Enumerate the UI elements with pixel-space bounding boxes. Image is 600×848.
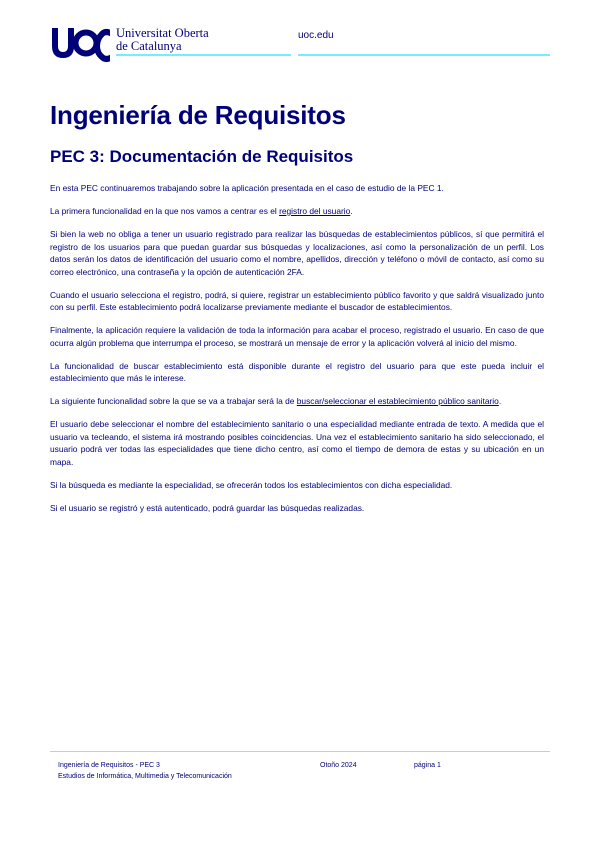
paragraph-intro: En esta PEC continuaremos trabajando sobre la aplicación presentada en el caso de estudio de la PEC 1. (50, 183, 444, 193)
paragraph-favorite-establishment: Cuando el usuario selecciona el registro, podrá, si quiere, registrar un establecimiento público favorito y que saldrá visualizado junto con su perfil. Este establecimiento podrá localizarse previamente mediante el buscador de establecimientos. (50, 289, 544, 312)
footer-term: Otoño 2024 (320, 762, 357, 769)
paragraph-first-functionality (50, 205, 544, 218)
paragraph-specialty-search: Si la búsqueda es mediante la especialidad, se ofrecerán todos los establecimientos con dicha especialidad. (50, 479, 453, 490)
paragraph-text: . (350, 206, 353, 216)
footer-studies: Estudios de Informática, Multimedia y Telecomunicación (58, 773, 232, 780)
document-title: Ingeniería de Requisitos (50, 100, 346, 130)
document-subtitle: PEC 3: Documentación de Requisitos (50, 147, 354, 166)
paragraph-next-functionality (50, 395, 544, 408)
paragraph-text: La siguiente funcionalidad sobre la que se va a trabajar será la de (50, 396, 297, 406)
footer-course-title: Ingeniería de Requisitos - PEC 3 (58, 762, 160, 769)
header-divider-left (116, 54, 291, 56)
paragraph-text: . (498, 396, 502, 406)
underlined-term-buscar: buscar/seleccionar el establecimiento público sanitario (296, 396, 499, 406)
paragraph-search-behaviour: El usuario debe seleccionar el nombre del establecimiento sanitario o una especialidad mediante entrada de texto. A medida que el usuario va tecleando, el sistema irá mostrando posibles coincidencias. Una vez el establecimiento sanitario ha sido seleccionado, el usuario podrá ver todas las especialidades que tiene dicho centro, así como el tiempo de demora de estas y su ubicación en un mapa. (50, 419, 544, 467)
header-divider-right (298, 54, 550, 56)
footer-divider (50, 751, 550, 752)
footer-course (58, 760, 308, 782)
paragraph-save-searches: Si el usuario se registró y está autenticado, podrá guardar las búsquedas realizadas. (50, 502, 365, 513)
paragraph-search-availability: La funcionalidad de buscar establecimiento está disponible durante el registro del usuario para que este pueda incluir el establecimiento que más le interese. (50, 360, 544, 383)
paragraph-text: La primera funcionalidad en la que nos vamos a centrar es el (50, 206, 280, 216)
uoc-logo (50, 24, 110, 64)
footer-page-number: página 1 (414, 762, 441, 769)
university-name (116, 27, 286, 53)
university-name-line2: de Catalunya (116, 39, 182, 53)
document-body (50, 182, 544, 525)
site-url: uoc.edu (298, 30, 334, 41)
page-header (50, 22, 550, 70)
university-name-line1: Universitat Oberta (116, 26, 209, 40)
paragraph-validation: Finalmente, la aplicación requiere la validación de toda la información para acabar el proceso, registrado el usuario. En caso de que ocurra algún problema que interrumpa el proceso, se mostrará un mensaje de error y la aplicación volverá al inicio del mismo. (50, 325, 544, 348)
underlined-term-registro: registro del usuario (279, 206, 351, 216)
paragraph-registration-details: Si bien la web no obliga a tener un usuario registrado para realizar las búsquedas de establecimientos públicos, sí que permitirá el registro de los usuarios para que puedan guardar sus búsquedas y localizaciones, así como la personalización de un perfil. Los datos serán los datos de identificación del usuario como el nombre, apellidos, dirección y teléfono o móvil de contacto, así como su correo electrónico, una contraseña y la opción de autenticación 2FA. (50, 229, 544, 277)
